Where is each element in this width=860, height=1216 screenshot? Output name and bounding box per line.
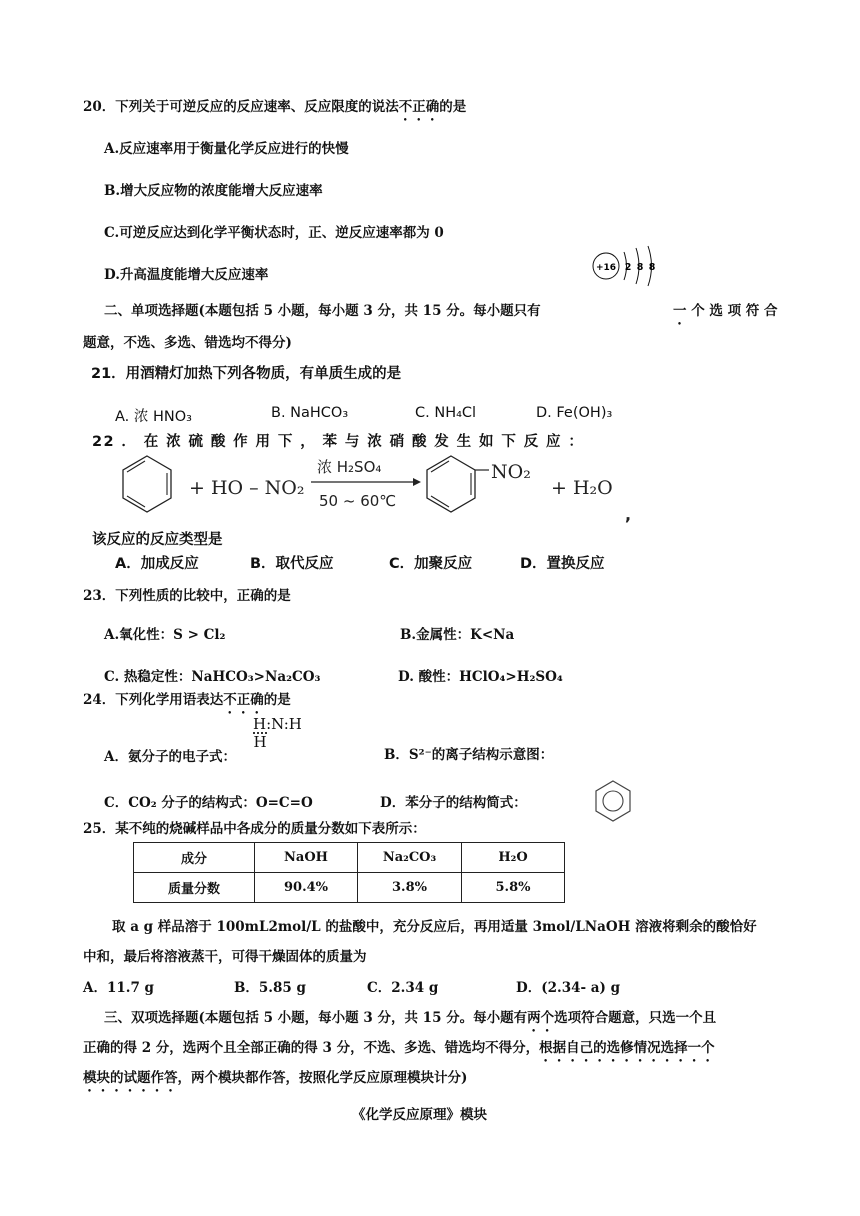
section2-line1-pre: 二、单项选择题(本题包括 5 小题，每小题 3 分，共 15 分。每小题只有 [104, 303, 541, 319]
section2-line1-post: 个 选 项 符 合 [691, 303, 778, 319]
q22-product-group: NO₂ [491, 461, 531, 483]
atom-shell-3: 8 [648, 262, 656, 273]
q22-comma: , [625, 505, 632, 524]
q22-option-b: B．取代反应 [250, 556, 334, 572]
section3-line3-emphasis: 模块的试题作答 [83, 1070, 178, 1086]
q20-option-d: D.升高温度能增大反应速率 [104, 267, 269, 283]
q22-byproduct: + H₂O [551, 477, 613, 499]
nitrobenzene-product-icon [427, 456, 489, 512]
section3-line2-emphasis: 根据自己的选修情况选择一个 [539, 1040, 715, 1056]
q20-option-b: B.增大反应物的浓度能增大反应速率 [104, 183, 323, 199]
q22-option-a: A．加成反应 [115, 556, 199, 572]
table-cell: 3.8% [358, 873, 462, 903]
q25-composition-table [133, 842, 565, 903]
q25-paragraph-line2: 中和，最后将溶液蒸干，可得干燥固体的质量为 [83, 949, 367, 965]
section3-line3-post: ，两个模块都作答，按照化学反应原理模块计分) [177, 1070, 468, 1086]
q23-option-a: A.氧化性：S > Cl₂ [104, 627, 226, 643]
table-header-cell: H₂O [462, 843, 565, 873]
q20-option-a: A.反应速率用于衡量化学反应进行的快慢 [104, 141, 349, 157]
q22-condition-top: 浓 H₂SO₄ [317, 458, 382, 476]
q25-option-d: D．(2.34- a) g [516, 980, 621, 996]
section2-line2: 题意，不选、多选、错选均不得分) [83, 335, 292, 351]
q22-reaction-equation [115, 448, 635, 528]
table-cell: 5.8% [462, 873, 565, 903]
q22-stem: 22 ． 在 浓 硫 酸 作 用 下 ， 苯 与 浓 硝 酸 发 生 如 下 反 应 ： [92, 434, 585, 450]
section2-line1 [104, 299, 541, 319]
table-header-cell: NaOH [255, 843, 358, 873]
table-header-cell: Na₂CO₃ [358, 843, 462, 873]
q24-option-a: A．氨分子的电子式： [104, 749, 236, 765]
q22-condition-bottom: 50 ~ 60℃ [319, 492, 397, 510]
q22-option-c: C．加聚反应 [389, 556, 473, 572]
section3-line1-emphasis: 两个 [527, 1010, 555, 1026]
q24-option-b: B．S²⁻的离子结构示意图： [384, 747, 554, 763]
q24-stem [83, 688, 291, 717]
ammonia-lewis-structure [253, 716, 302, 750]
atom-shell-2: 8 [636, 262, 644, 273]
q22-reagent: + HO – NO₂ [189, 477, 305, 499]
q21-option-d: D. Fe(OH)₃ [536, 405, 613, 421]
q23-option-b: B.金属性：K<Na [400, 627, 515, 643]
q22-option-d: D．置换反应 [520, 556, 605, 572]
q23-option-d: D. 酸性：HClO₄>H₂SO₄ [398, 669, 563, 685]
lewis-bottom-row: H [253, 733, 267, 751]
q22-question: 该反应的反应类型是 [92, 532, 223, 548]
q25-option-c: C．2.34 g [367, 980, 439, 996]
section3-line2-pre: 正确的得 2 分，选两个且全部正确的得 3 分，不选、多选、错选均不得分， [83, 1040, 540, 1056]
section3-line1-post: 选项符合题意，只选一个且 [554, 1010, 717, 1026]
section3-line3 [83, 1066, 467, 1095]
q20-stem-post: 的是 [439, 99, 467, 115]
table-cell: 质量分数 [134, 873, 255, 903]
benzene-reactant-icon [123, 456, 171, 512]
q24-stem-emphasis: 不正确 [223, 692, 264, 708]
atom-nucleus-label: +16 [595, 263, 617, 273]
section2-line1-end [673, 299, 778, 328]
q21-option-b: B. NaHCO₃ [271, 405, 349, 421]
q21-stem: 21．用酒精灯加热下列各物质，有单质生成的是 [91, 366, 402, 382]
q24-option-d: D．苯分子的结构简式： [380, 795, 527, 811]
section2-line1-emphasis: 一 [673, 303, 687, 319]
q20-stem [83, 95, 466, 124]
q24-stem-pre: 24．下列化学用语表达 [83, 692, 224, 708]
table-row [134, 873, 565, 903]
q25-option-a: A．11.7 g [83, 980, 154, 996]
section3-line2 [83, 1036, 715, 1065]
module-title: 《化学反应原理》模块 [352, 1107, 487, 1123]
q20-stem-pre: 20．下列关于可逆反应的反应速率、反应限度的说法 [83, 99, 399, 115]
section3-line1-pre: 三、双项选择题(本题包括 5 小题，每小题 3 分，共 15 分。每小题有 [104, 1010, 528, 1026]
section3-line1 [104, 1006, 716, 1035]
q20-stem-emphasis: 不正确 [398, 99, 440, 115]
q23-stem: 23．下列性质的比较中，正确的是 [83, 588, 291, 604]
q20-option-c: C.可逆反应达到化学平衡状态时，正、逆反应速率都为 0 [104, 225, 444, 241]
q21-option-a: A. 浓 HNO₃ [115, 409, 192, 425]
atom-structure-diagram [588, 242, 668, 288]
table-cell: 90.4% [255, 873, 358, 903]
arrow-head-icon [413, 478, 421, 486]
atom-shell-1: 2 [624, 262, 632, 273]
lewis-top-row: H:N:H [253, 715, 302, 733]
q25-option-b: B．5.85 g [234, 980, 306, 996]
q24-option-c: C．CO₂ 分子的结构式：O=C=O [104, 795, 313, 811]
q24-stem-post: 的是 [263, 692, 291, 708]
table-header-row [134, 843, 565, 873]
q25-paragraph-line1: 取 a g 样品溶于 100mL2mol/L 的盐酸中，充分反应后，再用适量 3mol/LNaOH 溶液将剩余的酸恰好 [112, 919, 757, 935]
q23-option-c: C. 热稳定性：NaHCO₃>Na₂CO₃ [104, 669, 321, 685]
benzene-ring-icon [592, 778, 634, 824]
q21-option-c: C. NH₄Cl [415, 405, 477, 421]
table-header-cell: 成分 [134, 843, 255, 873]
q25-stem: 25．某不纯的烧碱样品中各成分的质量分数如下表所示： [83, 821, 426, 837]
